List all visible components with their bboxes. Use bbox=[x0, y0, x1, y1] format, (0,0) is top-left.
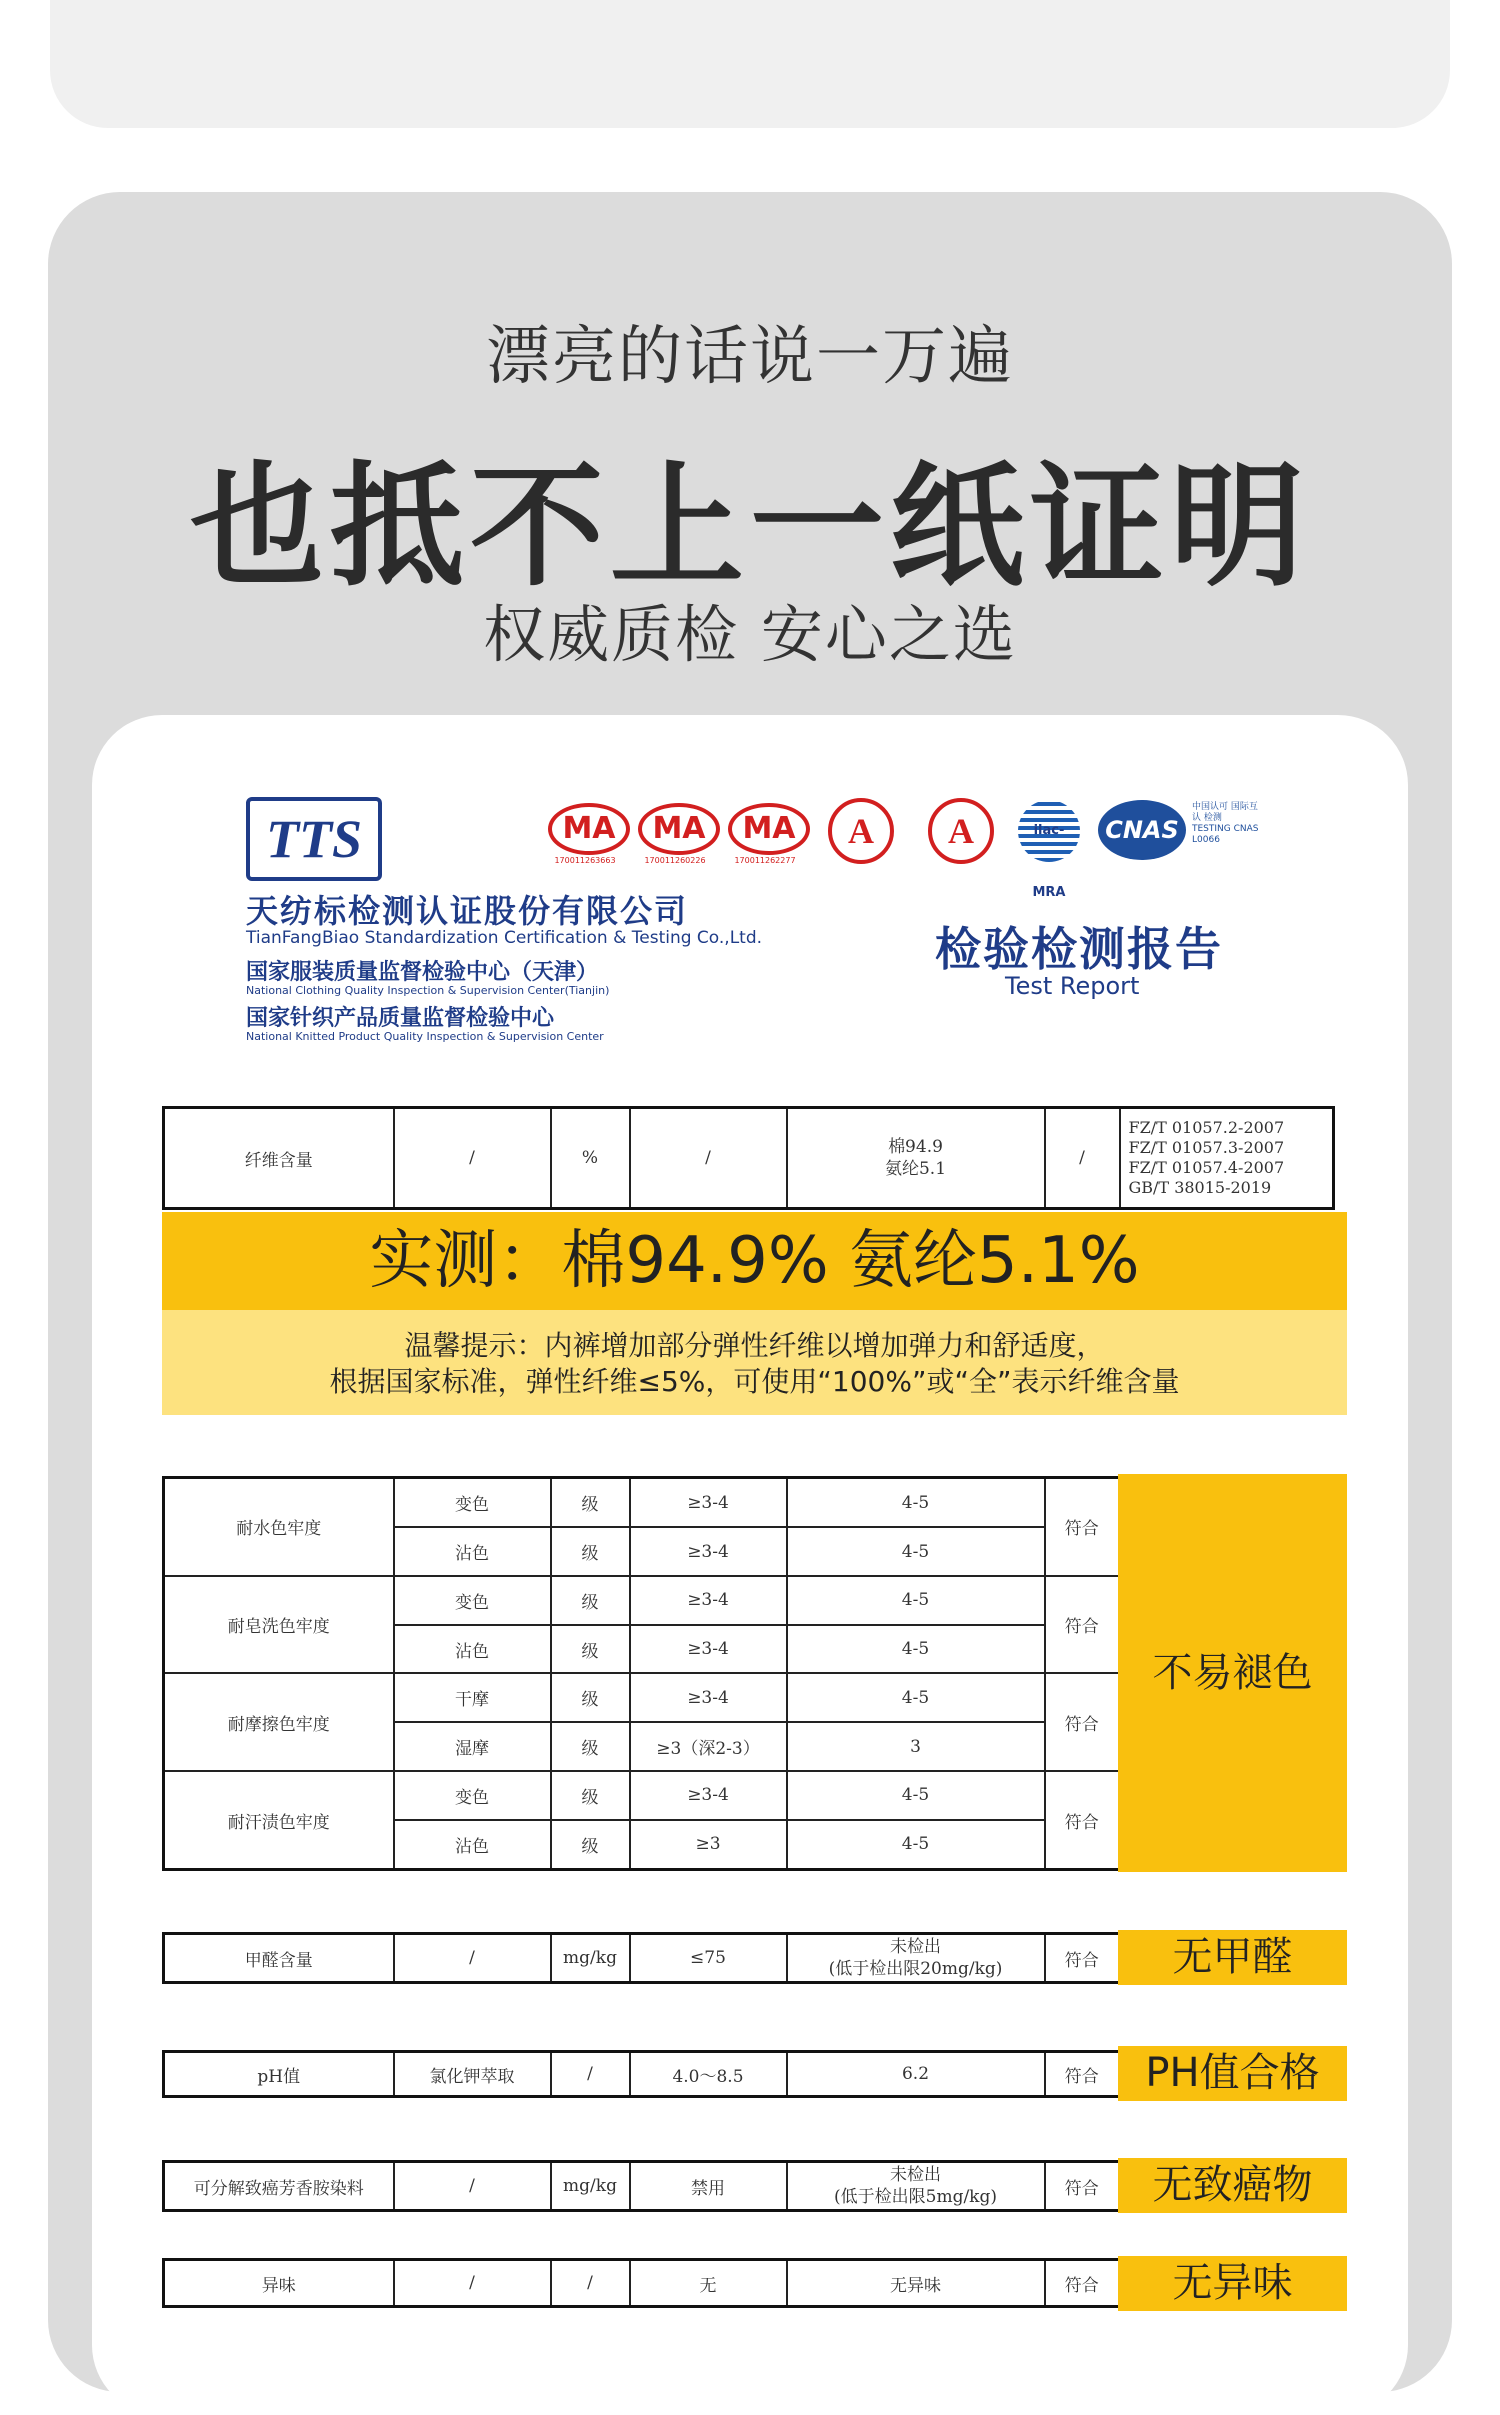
colorfast-item: 耐水色牢度 bbox=[164, 1478, 394, 1576]
table-row bbox=[164, 1478, 1120, 1528]
table-row bbox=[164, 1934, 1120, 1983]
colorfast-item: 耐摩擦色牢度 bbox=[164, 1673, 394, 1771]
ma-number-3: 170011262277 bbox=[734, 856, 796, 865]
ph-req: 4.0～8.5 bbox=[630, 2052, 787, 2097]
formaldehyde-item: 甲醛含量 bbox=[164, 1934, 394, 1983]
colorfast-req: ≥3-4 bbox=[630, 1673, 787, 1722]
top-card bbox=[50, 0, 1450, 128]
formaldehyde-verdict: 符合 bbox=[1045, 1934, 1120, 1983]
standard-3: FZ/T 01057.4-2007 bbox=[1128, 1158, 1285, 1177]
cal-logo-1: A bbox=[828, 798, 894, 864]
colorfast-result: 4-5 bbox=[787, 1576, 1045, 1625]
table-row bbox=[164, 2162, 1120, 2211]
formaldehyde-result-1: 未检出 bbox=[890, 1937, 941, 1957]
azo-unit: mg/kg bbox=[551, 2162, 630, 2211]
cnas-caption: 中国认可 国际互认 检测 TESTING CNAS L0066 bbox=[1192, 802, 1259, 845]
colorfast-result: 3 bbox=[787, 1722, 1045, 1771]
formaldehyde-req: ≤75 bbox=[630, 1934, 787, 1983]
colorfast-result: 4-5 bbox=[787, 1478, 1045, 1528]
odor-req: 无 bbox=[630, 2260, 787, 2307]
colorfast-sub: 沾色 bbox=[394, 1625, 551, 1674]
formaldehyde-table bbox=[162, 1932, 1121, 1984]
fiber-c6: / bbox=[1045, 1108, 1120, 1209]
company-name-cn: 天纺标检测认证股份有限公司 bbox=[246, 892, 689, 930]
fiber-result bbox=[787, 1108, 1045, 1209]
table-row bbox=[164, 1673, 1120, 1722]
colorfast-sub: 变色 bbox=[394, 1478, 551, 1528]
colorfast-verdict: 符合 bbox=[1045, 1576, 1120, 1674]
colorfast-unit: 级 bbox=[551, 1527, 630, 1576]
fiber-result-spandex: 氨纶5.1 bbox=[884, 1159, 947, 1179]
ma-logo-1: MA bbox=[548, 803, 630, 855]
standard-4: GB/T 38015-2019 bbox=[1128, 1178, 1272, 1197]
table-row bbox=[164, 1771, 1120, 1820]
colorfast-result: 4-5 bbox=[787, 1625, 1045, 1674]
fiber-c4: / bbox=[630, 1108, 787, 1209]
colorfast-verdict: 符合 bbox=[1045, 1771, 1120, 1870]
headline-sub-1: 漂亮的话说一万遍 bbox=[486, 320, 1014, 394]
odor-c2: / bbox=[394, 2260, 551, 2307]
colorfast-unit: 级 bbox=[551, 1478, 630, 1528]
table-row bbox=[164, 2260, 1120, 2307]
colorfast-result: 4-5 bbox=[787, 1820, 1045, 1870]
fiber-standards bbox=[1120, 1108, 1334, 1209]
colorfast-req: ≥3-4 bbox=[630, 1625, 787, 1674]
colorfast-unit: 级 bbox=[551, 1576, 630, 1625]
colorfast-sub: 湿摩 bbox=[394, 1722, 551, 1771]
tts-logo: TTS bbox=[246, 797, 382, 881]
colorfast-sub: 沾色 bbox=[394, 1527, 551, 1576]
formaldehyde-result-2: (低于检出限20mg/kg) bbox=[828, 1959, 1003, 1979]
odor-result: 无异味 bbox=[787, 2260, 1045, 2307]
report-title-cn: 检验检测报告 bbox=[935, 922, 1223, 976]
azo-table bbox=[162, 2160, 1121, 2212]
ph-table bbox=[162, 2050, 1121, 2098]
headline-sub-2: 权威质检 安心之选 bbox=[483, 598, 1017, 671]
ph-result: 6.2 bbox=[787, 2052, 1045, 2097]
colorfast-item: 耐皂洗色牢度 bbox=[164, 1576, 394, 1674]
ma-number-2: 170011260226 bbox=[644, 856, 706, 865]
measured-highlight: 实测：棉94.9% 氨纶5.1% bbox=[162, 1212, 1347, 1310]
cnas-logo: CNAS bbox=[1098, 800, 1186, 860]
ph-unit: / bbox=[551, 2052, 630, 2097]
ph-method: 氯化钾萃取 bbox=[394, 2052, 551, 2097]
colorfast-sub: 干摩 bbox=[394, 1673, 551, 1722]
center1-cn: 国家服装质量监督检验中心（天津） bbox=[246, 960, 599, 985]
ma-logo-3: MA bbox=[728, 803, 810, 855]
ma-number-1: 170011263663 bbox=[554, 856, 616, 865]
colorfast-unit: 级 bbox=[551, 1771, 630, 1820]
colorfast-result: 4-5 bbox=[787, 1673, 1045, 1722]
tip-line-1: 温馨提示：内裤增加部分弹性纤维以增加弹力和舒适度， bbox=[404, 1329, 1105, 1362]
colorfast-unit: 级 bbox=[551, 1820, 630, 1870]
azo-req: 禁用 bbox=[630, 2162, 787, 2211]
colorfast-table bbox=[162, 1476, 1121, 1871]
colorfast-unit: 级 bbox=[551, 1625, 630, 1674]
fiber-table bbox=[162, 1106, 1335, 1210]
odor-item: 异味 bbox=[164, 2260, 394, 2307]
azo-result-1: 未检出 bbox=[890, 2165, 941, 2185]
azo-result bbox=[787, 2162, 1045, 2211]
center2-en: National Knitted Product Quality Inspection & Supervision Center bbox=[246, 1030, 604, 1043]
colorfast-verdict: 符合 bbox=[1045, 1673, 1120, 1771]
azo-verdict: 符合 bbox=[1045, 2162, 1120, 2211]
formaldehyde-tag: 无甲醛 bbox=[1118, 1930, 1347, 1985]
colorfast-req: ≥3-4 bbox=[630, 1771, 787, 1820]
colorfast-req: ≥3（深2-3） bbox=[630, 1722, 787, 1771]
colorfast-req: ≥3-4 bbox=[630, 1478, 787, 1528]
fiber-result-cotton: 棉94.9 bbox=[888, 1137, 943, 1157]
center1-en: National Clothing Quality Inspection & Supervision Center(Tianjin) bbox=[246, 984, 610, 997]
table-row bbox=[164, 1108, 1334, 1209]
table-row bbox=[164, 1576, 1120, 1625]
colorfast-unit: 级 bbox=[551, 1722, 630, 1771]
colorfast-verdict: 符合 bbox=[1045, 1478, 1120, 1576]
azo-item: 可分解致癌芳香胺染料 bbox=[164, 2162, 394, 2211]
colorfast-result: 4-5 bbox=[787, 1771, 1045, 1820]
fiber-c2: / bbox=[394, 1108, 551, 1209]
ph-item: pH值 bbox=[164, 2052, 394, 2097]
formaldehyde-unit: mg/kg bbox=[551, 1934, 630, 1983]
colorfast-unit: 级 bbox=[551, 1673, 630, 1722]
ph-tag: PH值合格 bbox=[1118, 2046, 1347, 2101]
tip-band bbox=[162, 1310, 1347, 1415]
colorfast-req: ≥3 bbox=[630, 1820, 787, 1870]
ph-verdict: 符合 bbox=[1045, 2052, 1120, 2097]
report-title-en: Test Report bbox=[1005, 972, 1140, 1000]
azo-result-2: (低于检出限5mg/kg) bbox=[834, 2187, 997, 2207]
formaldehyde-result bbox=[787, 1934, 1045, 1983]
center2-cn: 国家针织产品质量监督检验中心 bbox=[246, 1006, 555, 1031]
fiber-unit: % bbox=[551, 1108, 630, 1209]
tip-line-2: 根据国家标准，弹性纤维≤5%，可使用“100%”或“全”表示纤维含量 bbox=[329, 1365, 1180, 1398]
colorfast-sub: 变色 bbox=[394, 1771, 551, 1820]
colorfast-item: 耐汗渍色牢度 bbox=[164, 1771, 394, 1870]
colorfast-result: 4-5 bbox=[787, 1527, 1045, 1576]
standard-1: FZ/T 01057.2-2007 bbox=[1128, 1118, 1285, 1137]
odor-unit: / bbox=[551, 2260, 630, 2307]
formaldehyde-c2: / bbox=[394, 1934, 551, 1983]
ma-logo-2: MA bbox=[638, 803, 720, 855]
azo-c2: / bbox=[394, 2162, 551, 2211]
azo-tag: 无致癌物 bbox=[1118, 2158, 1347, 2213]
colorfast-tag: 不易褪色 bbox=[1118, 1474, 1347, 1872]
colorfast-sub: 沾色 bbox=[394, 1820, 551, 1870]
odor-table bbox=[162, 2258, 1121, 2308]
ilac-logo: ilac-MRA bbox=[1018, 800, 1080, 862]
colorfast-req: ≥3-4 bbox=[630, 1576, 787, 1625]
colorfast-sub: 变色 bbox=[394, 1576, 551, 1625]
cal-logo-2: A bbox=[928, 798, 994, 864]
table-row bbox=[164, 2052, 1120, 2097]
colorfast-req: ≥3-4 bbox=[630, 1527, 787, 1576]
standard-2: FZ/T 01057.3-2007 bbox=[1128, 1138, 1285, 1157]
fiber-item: 纤维含量 bbox=[164, 1108, 394, 1209]
odor-tag: 无异味 bbox=[1118, 2256, 1347, 2311]
odor-verdict: 符合 bbox=[1045, 2260, 1120, 2307]
company-name-en: TianFangBiao Standardization Certification & Testing Co.,Ltd. bbox=[246, 928, 763, 948]
headline-main: 也抵不上一纸证明 bbox=[189, 449, 1310, 605]
